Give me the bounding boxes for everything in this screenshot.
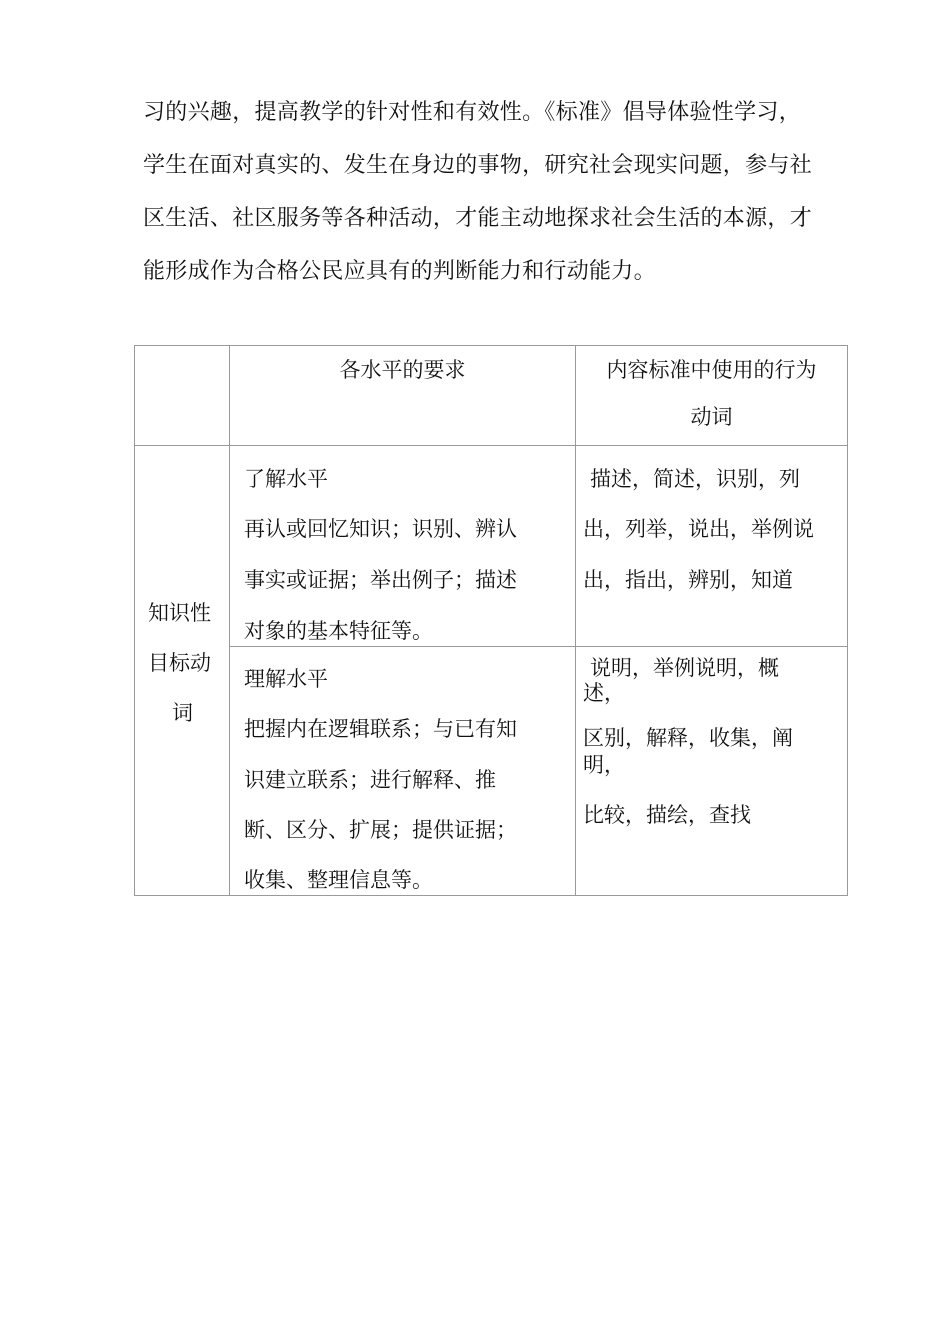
verb-line: 比较，描绘，查找 [583,803,751,827]
requirement-line: 事实或证据；举出例子；描述 [244,568,517,592]
table-header-divider [135,445,847,446]
requirement-line: 对象的基本特征等。 [244,619,433,643]
row-label-line: 词 [172,701,193,725]
verb-line: 明， [583,753,625,777]
header-verbs-line1: 内容标准中使用的行为 [606,358,817,382]
paragraph-line: 区生活、社区服务等各种活动，才能主动地探求社会生活的本源，才 [143,206,813,231]
body-paragraph [143,86,853,298]
paragraph-line: 能形成作为合格公民应具有的判断能力和行动能力。 [143,259,656,284]
row-label-line: 知识性 [148,601,211,625]
requirement-line: 再认或回忆知识；识别、辨认 [244,517,517,541]
requirement-line: 把握内在逻辑联系；与已有知 [244,717,517,741]
table-column-divider [229,346,230,895]
verb-table [134,345,848,896]
verb-line: 出，指出，辨别，知道 [583,568,793,592]
requirement-line: 收集、整理信息等。 [244,868,433,892]
verb-line: 区别，解释，收集，阐 [583,726,793,750]
level-title: 理解水平 [244,667,328,691]
paragraph-line: 习的兴趣，提高教学的针对性和有效性。《标准》倡导体验性学习， [143,100,802,125]
paragraph-line: 学生在面对真实的、发生在身边的事物，研究社会现实问题，参与社 [143,153,813,178]
row-label-line: 目标动 [148,651,211,675]
verb-line: 说明，举例说明，概 [590,656,779,680]
requirement-line: 断、区分、扩展；提供证据； [244,818,517,842]
header-verbs-line2: 动词 [690,405,733,429]
table-row-divider [229,646,847,647]
verb-line: 出，列举，说出，举例说 [583,517,814,541]
verb-line: 描述，简述，识别，列 [590,467,800,491]
verb-line: 述， [583,681,625,705]
level-title: 了解水平 [244,467,328,491]
header-requirements: 各水平的要求 [339,358,466,382]
requirement-line: 识建立联系；进行解释、推 [244,768,496,792]
